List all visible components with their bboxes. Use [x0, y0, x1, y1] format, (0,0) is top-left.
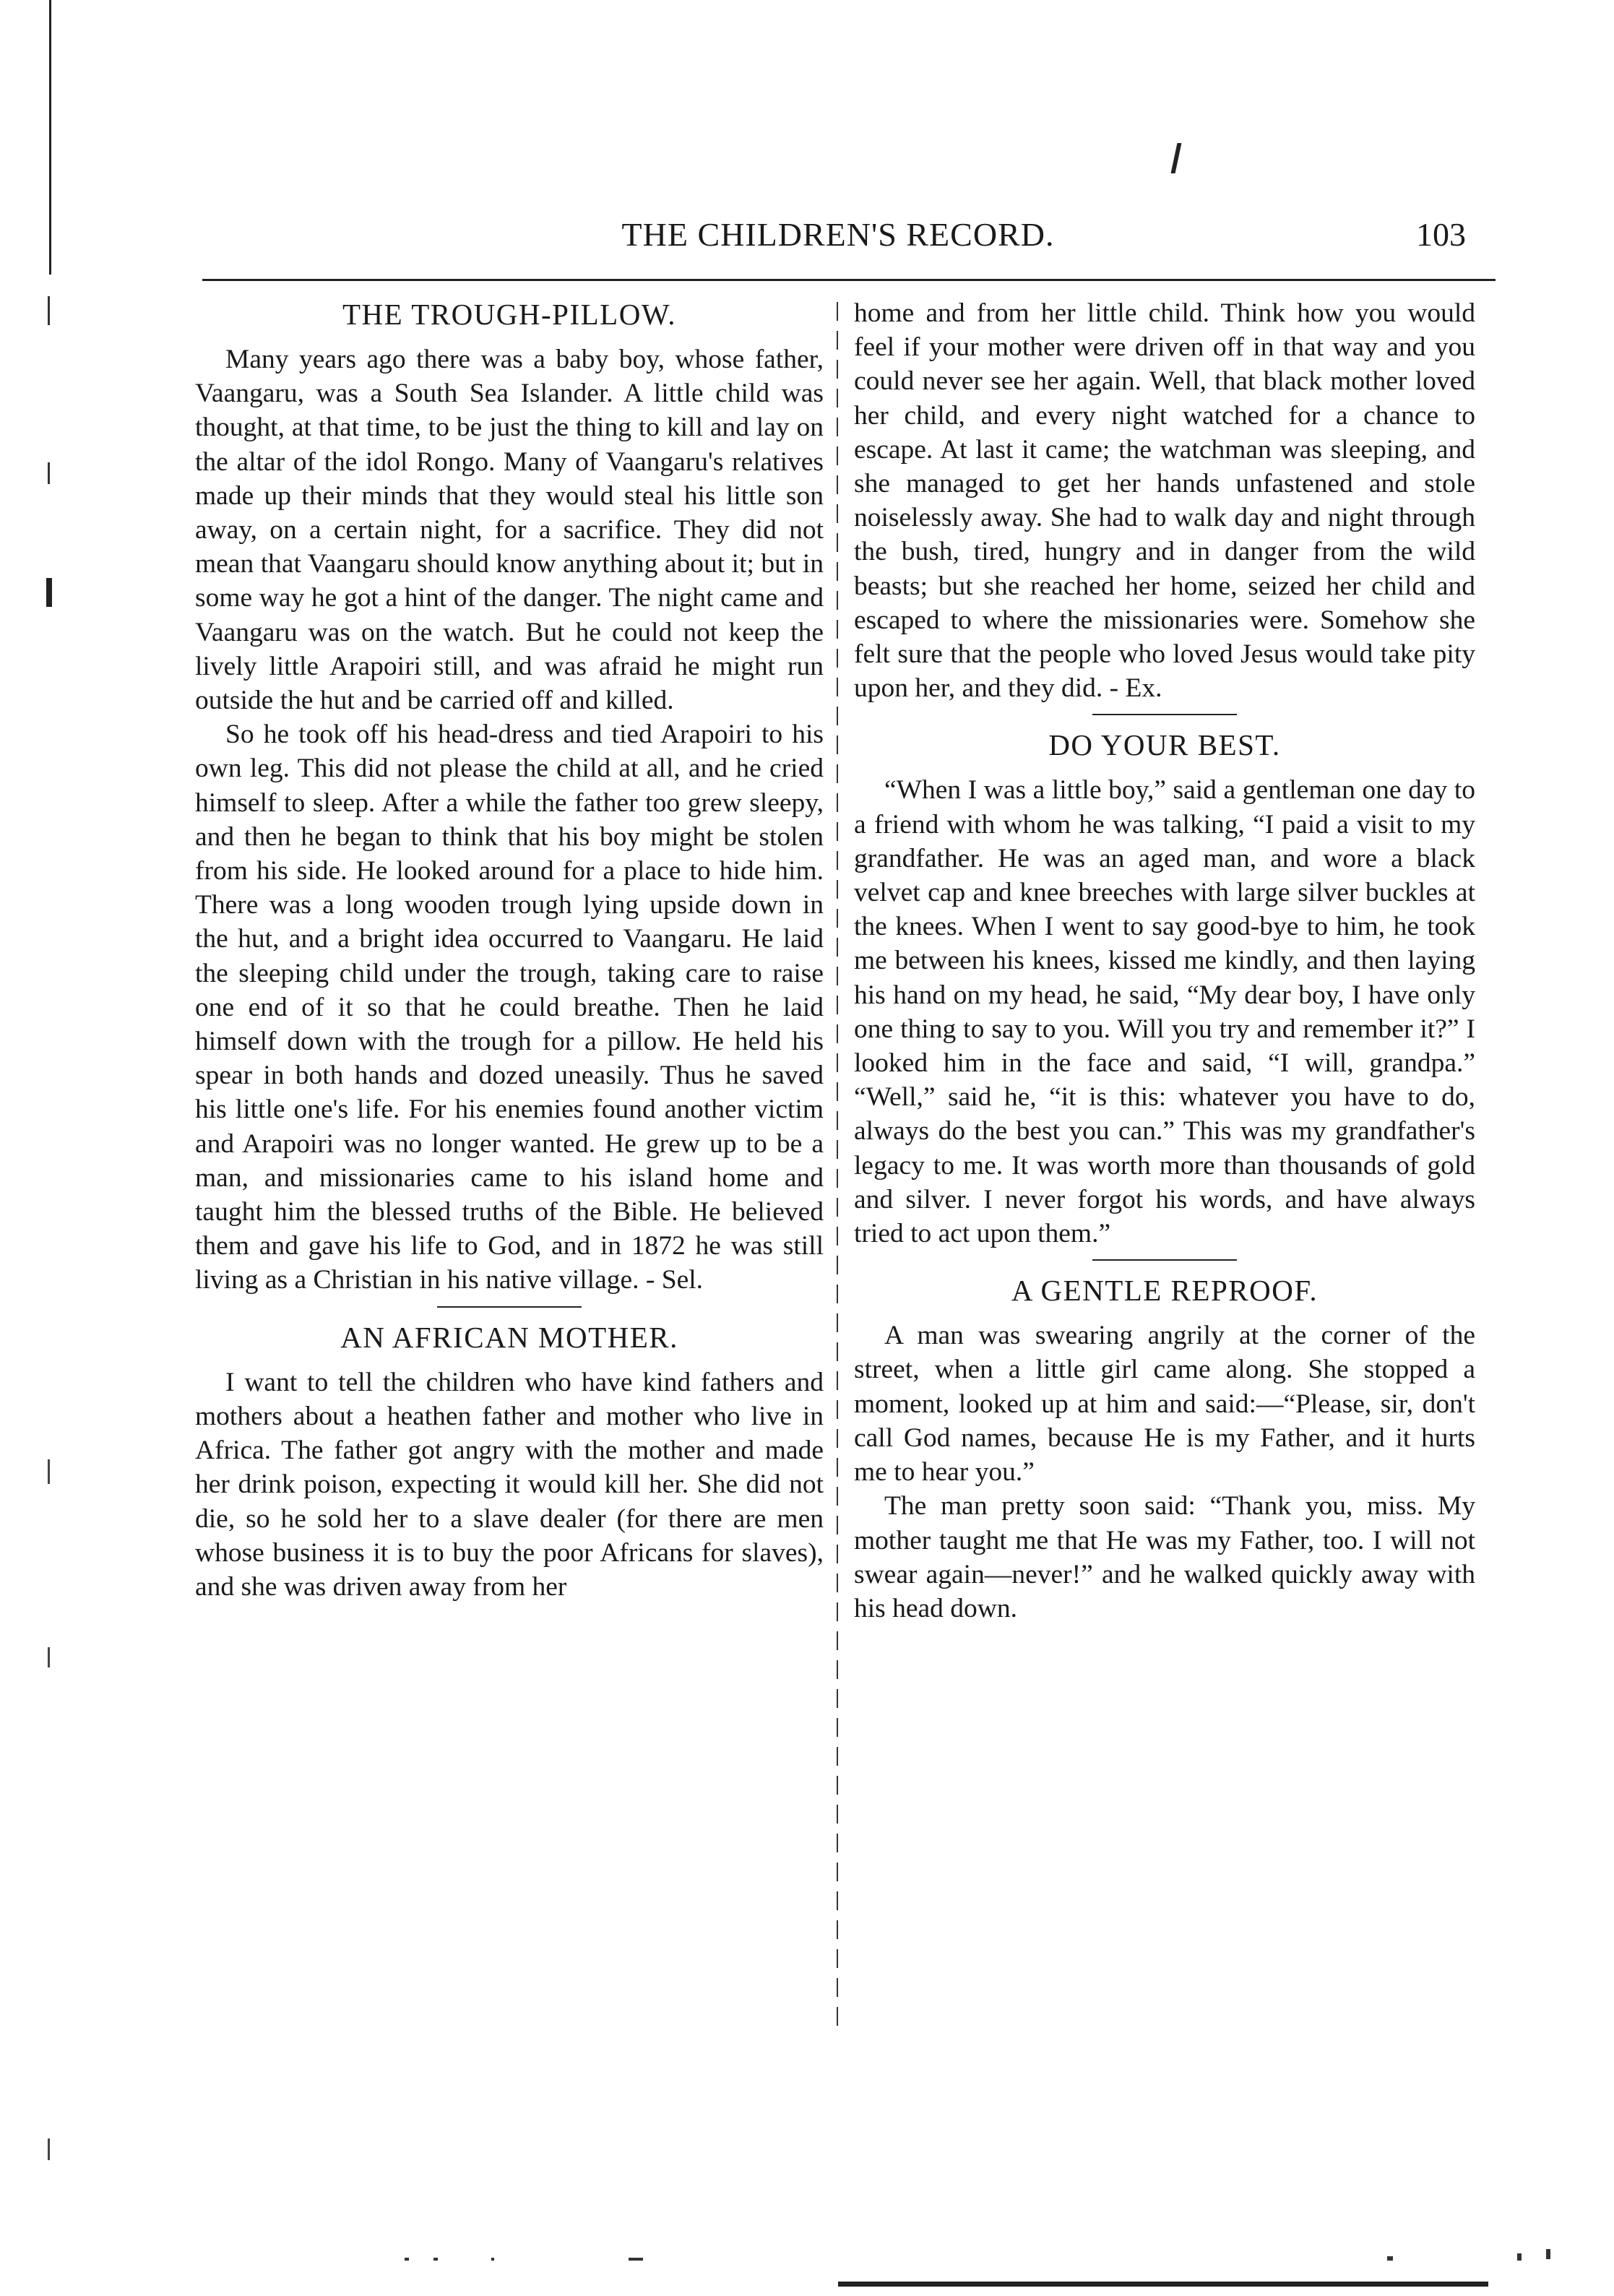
running-header-title: THE CHILDREN'S RECORD. [621, 216, 1055, 253]
footer-speckles [390, 2243, 1575, 2272]
header-rule [202, 279, 1496, 281]
right-column [854, 296, 1475, 1626]
article-paragraph: I want to tell the children who have kind fathers and mothers about a heathen father and mother who live in Africa. The father got angry with the mother and made her drink poison, expecting it would kill her. She did not die, so he sold her to a slave dealer (for there are men whose business it is to buy the poor Africans for slaves), and she was driven away from her [195, 1367, 824, 1602]
article-african-mother [195, 1319, 824, 1604]
section-separator [1092, 1259, 1237, 1261]
article-paragraph: “When I was a little boy,” said a gentleman one day to a friend with whom he was talking, “I paid a visit to my grandfather. He was an aged man, and wore a black velvet cap and knee breeches with large silver buckles at the knees. When I went to say good-bye to him, he took me between his knees, kissed me kindly, and then laying his hand on my head, he said, “My dear boy, I have only one thing to say to you. Will you try and remember it?” I looked him in the face and said, “I will, grandpa.” “Well,” said he, “it is this: whatever you have to do, always do the best you can.” This was my grandfather's legacy to me. It was worth more than thousands of gold and silver. I never forgot his words, and have always tried to act upon them.” [854, 775, 1475, 1249]
article-title: DO YOUR BEST. [1048, 728, 1281, 762]
left-margin-line [49, 0, 51, 275]
article-paragraph: Many years ago there was a baby boy, whose father, Vaangaru, was a South Sea Islander. A little child was thought, at that time, to be just the thing to kill and lay on the altar of the idol Rongo. Many of Vaangaru's relatives made up their minds that they would steal his little son away, on a certain night, for a sacrifice. They did not mean that Vaangaru should know anything about it; but in some way he got a hint of the danger. The night came and Vaangaru was on the watch. But he could not keep the lively little Arapoiri still, and was afraid he might run outside the hut and be carried off and killed. [195, 345, 824, 716]
article-title: AN AFRICAN MOTHER. [340, 1320, 678, 1354]
article-gentle-reproof [854, 1272, 1475, 1626]
article-paragraph: A man was swearing angrily at the corner of the street, when a little girl came along. She stopped a moment, looked up at him and said:—“Please, sir, don't call God names, because He is my Father, and it hurts me to hear you.” [854, 1321, 1475, 1488]
left-column [195, 296, 824, 1604]
article-do-your-best [854, 727, 1475, 1251]
article-title: A GENTLE REPROOF. [1011, 1274, 1319, 1308]
article-paragraph: home and from her little child. Think how you would feel if your mother were driven off in that way and you could never see her again. Well, that black mother loved her child, and every night watched for a chance to escape. At last it came; the watchman was sleeping, and she managed to get her hands unfastened and stole noiselessly away. She had to walk day and night through the bush, tired, hungry and in danger from the wild beasts; but she reached her home, seized her child and escaped to where the missionaries were. Somehow she felt sure that the people who loved Jesus would take pity upon her, and they did. - Ex. [854, 298, 1475, 704]
article-paragraph: So he took off his head-dress and tied Arapoiri to his own leg. This did not please the child at all, and he cried himself to sleep. After a while the father too grew sleepy, and then he began to think that his boy might be stolen from his side. He looked around for a place to hide him. There was a long wooden trough lying upside down in the hut, and a bright idea occurred to Vaangaru. He laid the sleeping child under the trough, taking care to raise one end of it so that he could breathe. Then he laid himself down with the trough for a pillow. He held his spear in both hands and dozed uneasily. Thus he saved his little one's life. For his enemies found another victim and Arapoiri was no longer wanted. He grew up to be a man, and missionaries came to his island home and taught him the blessed truths of the Bible. He believed them and gave his life to God, and in 1872 he was still living as a Christian in his native village. - Sel. [195, 720, 824, 1295]
section-separator [1092, 714, 1237, 715]
article-trough-pillow [195, 296, 824, 1298]
article-african-mother-continued [854, 296, 1475, 705]
footer-rule [838, 2282, 1488, 2287]
article-paragraph: The man pretty soon said: “Thank you, miss. My mother taught me that He was my Father, too. I will not swear again—never!” and he walked quickly away with his head down. [854, 1491, 1475, 1623]
page-number: 103 [1416, 216, 1466, 253]
section-separator [437, 1306, 582, 1308]
stray-ink-mark [1171, 143, 1182, 173]
column-divider [837, 302, 838, 2029]
margin-speckles [45, 275, 53, 2225]
article-title: THE TROUGH-PILLOW. [342, 298, 677, 331]
